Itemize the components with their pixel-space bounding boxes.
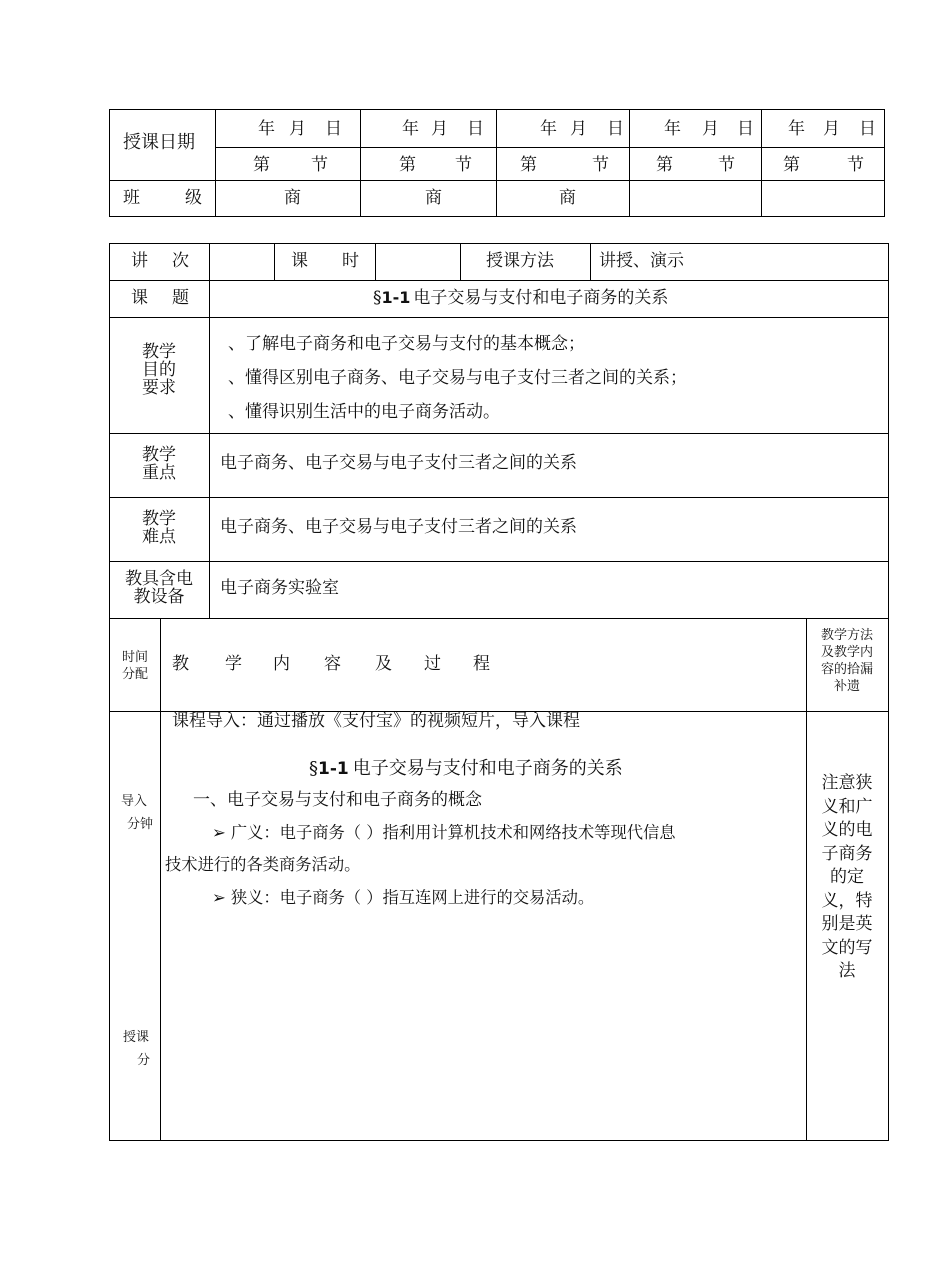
content-header-char: 程 — [473, 654, 490, 674]
section-symbol: § — [309, 758, 318, 779]
section-di: 第 — [520, 155, 537, 175]
section-jie: 节 — [718, 155, 735, 175]
time-header: 时间 分配 — [121, 650, 148, 682]
intro-line: 课程导入：通过播放《支付宝》的视频短片，导入课程 — [172, 711, 580, 731]
date-month: 月 — [289, 119, 306, 139]
method-label: 授课方法 — [486, 251, 554, 271]
difficulties-text: 电子商务、电子交易与电子支付三者之间的关系 — [220, 517, 577, 537]
objective-item: 、懂得区别电子商务、电子交易与电子支付三者之间的关系； — [228, 368, 687, 388]
heading-1: 一、电子交易与支付和电子商务的概念 — [193, 790, 482, 810]
date-label: 授课日期 — [123, 132, 195, 153]
date-year: 年 — [788, 119, 805, 139]
content-header-char: 过 — [424, 654, 441, 674]
section-jie: 节 — [311, 155, 328, 175]
notes-header: 教学方法 及教学内 容的拾漏 补遗 — [820, 628, 873, 694]
section-number: 1-1 — [318, 759, 349, 779]
section-jie: 节 — [592, 155, 609, 175]
hours-label-b: 时 — [342, 251, 359, 271]
content-header-char: 学 — [225, 654, 242, 674]
time-intro-label: 导入 — [121, 794, 148, 809]
date-day: 日 — [859, 119, 876, 139]
section-di: 第 — [253, 155, 270, 175]
section-jie: 节 — [455, 155, 472, 175]
broad-definition: ➢ 广义：电子商务（ ）指利用计算机技术和网络技术等现代信息 — [212, 823, 676, 842]
topic-number: 1-1 — [381, 288, 411, 307]
class-value: 商 — [284, 188, 301, 208]
key-points-text: 电子商务、电子交易与电子支付三者之间的关系 — [220, 453, 577, 473]
class-value: 商 — [559, 188, 576, 208]
topic-title: 电子交易与支付和电子商务的关系 — [413, 288, 669, 308]
session-label-b: 次 — [172, 251, 189, 271]
topic-label-a: 课 — [131, 288, 148, 308]
broad-definition-cont: 技术进行的各类商务活动。 — [165, 855, 361, 874]
objectives-label: 教学 目的 要求 — [142, 342, 176, 398]
section-di: 第 — [399, 155, 416, 175]
notes-text: 注意狭 义和广 义的电 子商务 的定 义，特 别是英 文的写 法 — [821, 773, 873, 981]
content-header-char: 教 — [172, 654, 189, 674]
hours-label-a: 课 — [291, 251, 308, 271]
equipment-label: 教具含电 教设备 — [125, 569, 193, 607]
topic-label-b: 题 — [172, 288, 189, 308]
date-day: 日 — [737, 119, 754, 139]
class-label-b: 级 — [185, 188, 202, 208]
class-label-a: 班 — [123, 188, 140, 208]
section-title: 电子交易与支付和电子商务的关系 — [352, 758, 623, 779]
section-di: 第 — [656, 155, 673, 175]
key-points-label: 教学 重点 — [142, 445, 176, 483]
date-year: 年 — [258, 119, 275, 139]
time-intro-unit: 分钟 — [127, 817, 154, 832]
time-teach-unit: 分 — [137, 1053, 151, 1068]
date-month: 月 — [702, 119, 719, 139]
objective-item: 、懂得识别生活中的电子商务活动。 — [228, 402, 500, 422]
date-month: 月 — [570, 119, 587, 139]
section-symbol: § — [373, 288, 382, 308]
session-label-a: 讲 — [131, 251, 148, 271]
date-year: 年 — [664, 119, 681, 139]
section-heading — [309, 759, 623, 779]
lesson-topic — [373, 288, 668, 308]
date-month: 月 — [431, 119, 448, 139]
difficulties-label: 教学 难点 — [142, 509, 176, 547]
narrow-definition: ➢ 狭义：电子商务（ ）指互连网上进行的交易活动。 — [212, 888, 595, 907]
date-month: 月 — [823, 119, 840, 139]
content-header-char: 容 — [324, 654, 341, 674]
section-jie: 节 — [847, 155, 864, 175]
class-value: 商 — [425, 188, 442, 208]
section-di: 第 — [783, 155, 800, 175]
content-header-char: 内 — [273, 654, 290, 674]
equipment-text: 电子商务实验室 — [220, 578, 339, 598]
date-day: 日 — [467, 119, 484, 139]
method-value: 讲授、演示 — [599, 251, 684, 271]
objective-item: 、了解电子商务和电子交易与支付的基本概念； — [228, 334, 585, 354]
date-year: 年 — [540, 119, 557, 139]
time-teach-label: 授课 — [123, 1030, 150, 1045]
date-day: 日 — [325, 119, 342, 139]
content-header-char: 及 — [375, 654, 392, 674]
date-year: 年 — [402, 119, 419, 139]
date-day: 日 — [607, 119, 624, 139]
